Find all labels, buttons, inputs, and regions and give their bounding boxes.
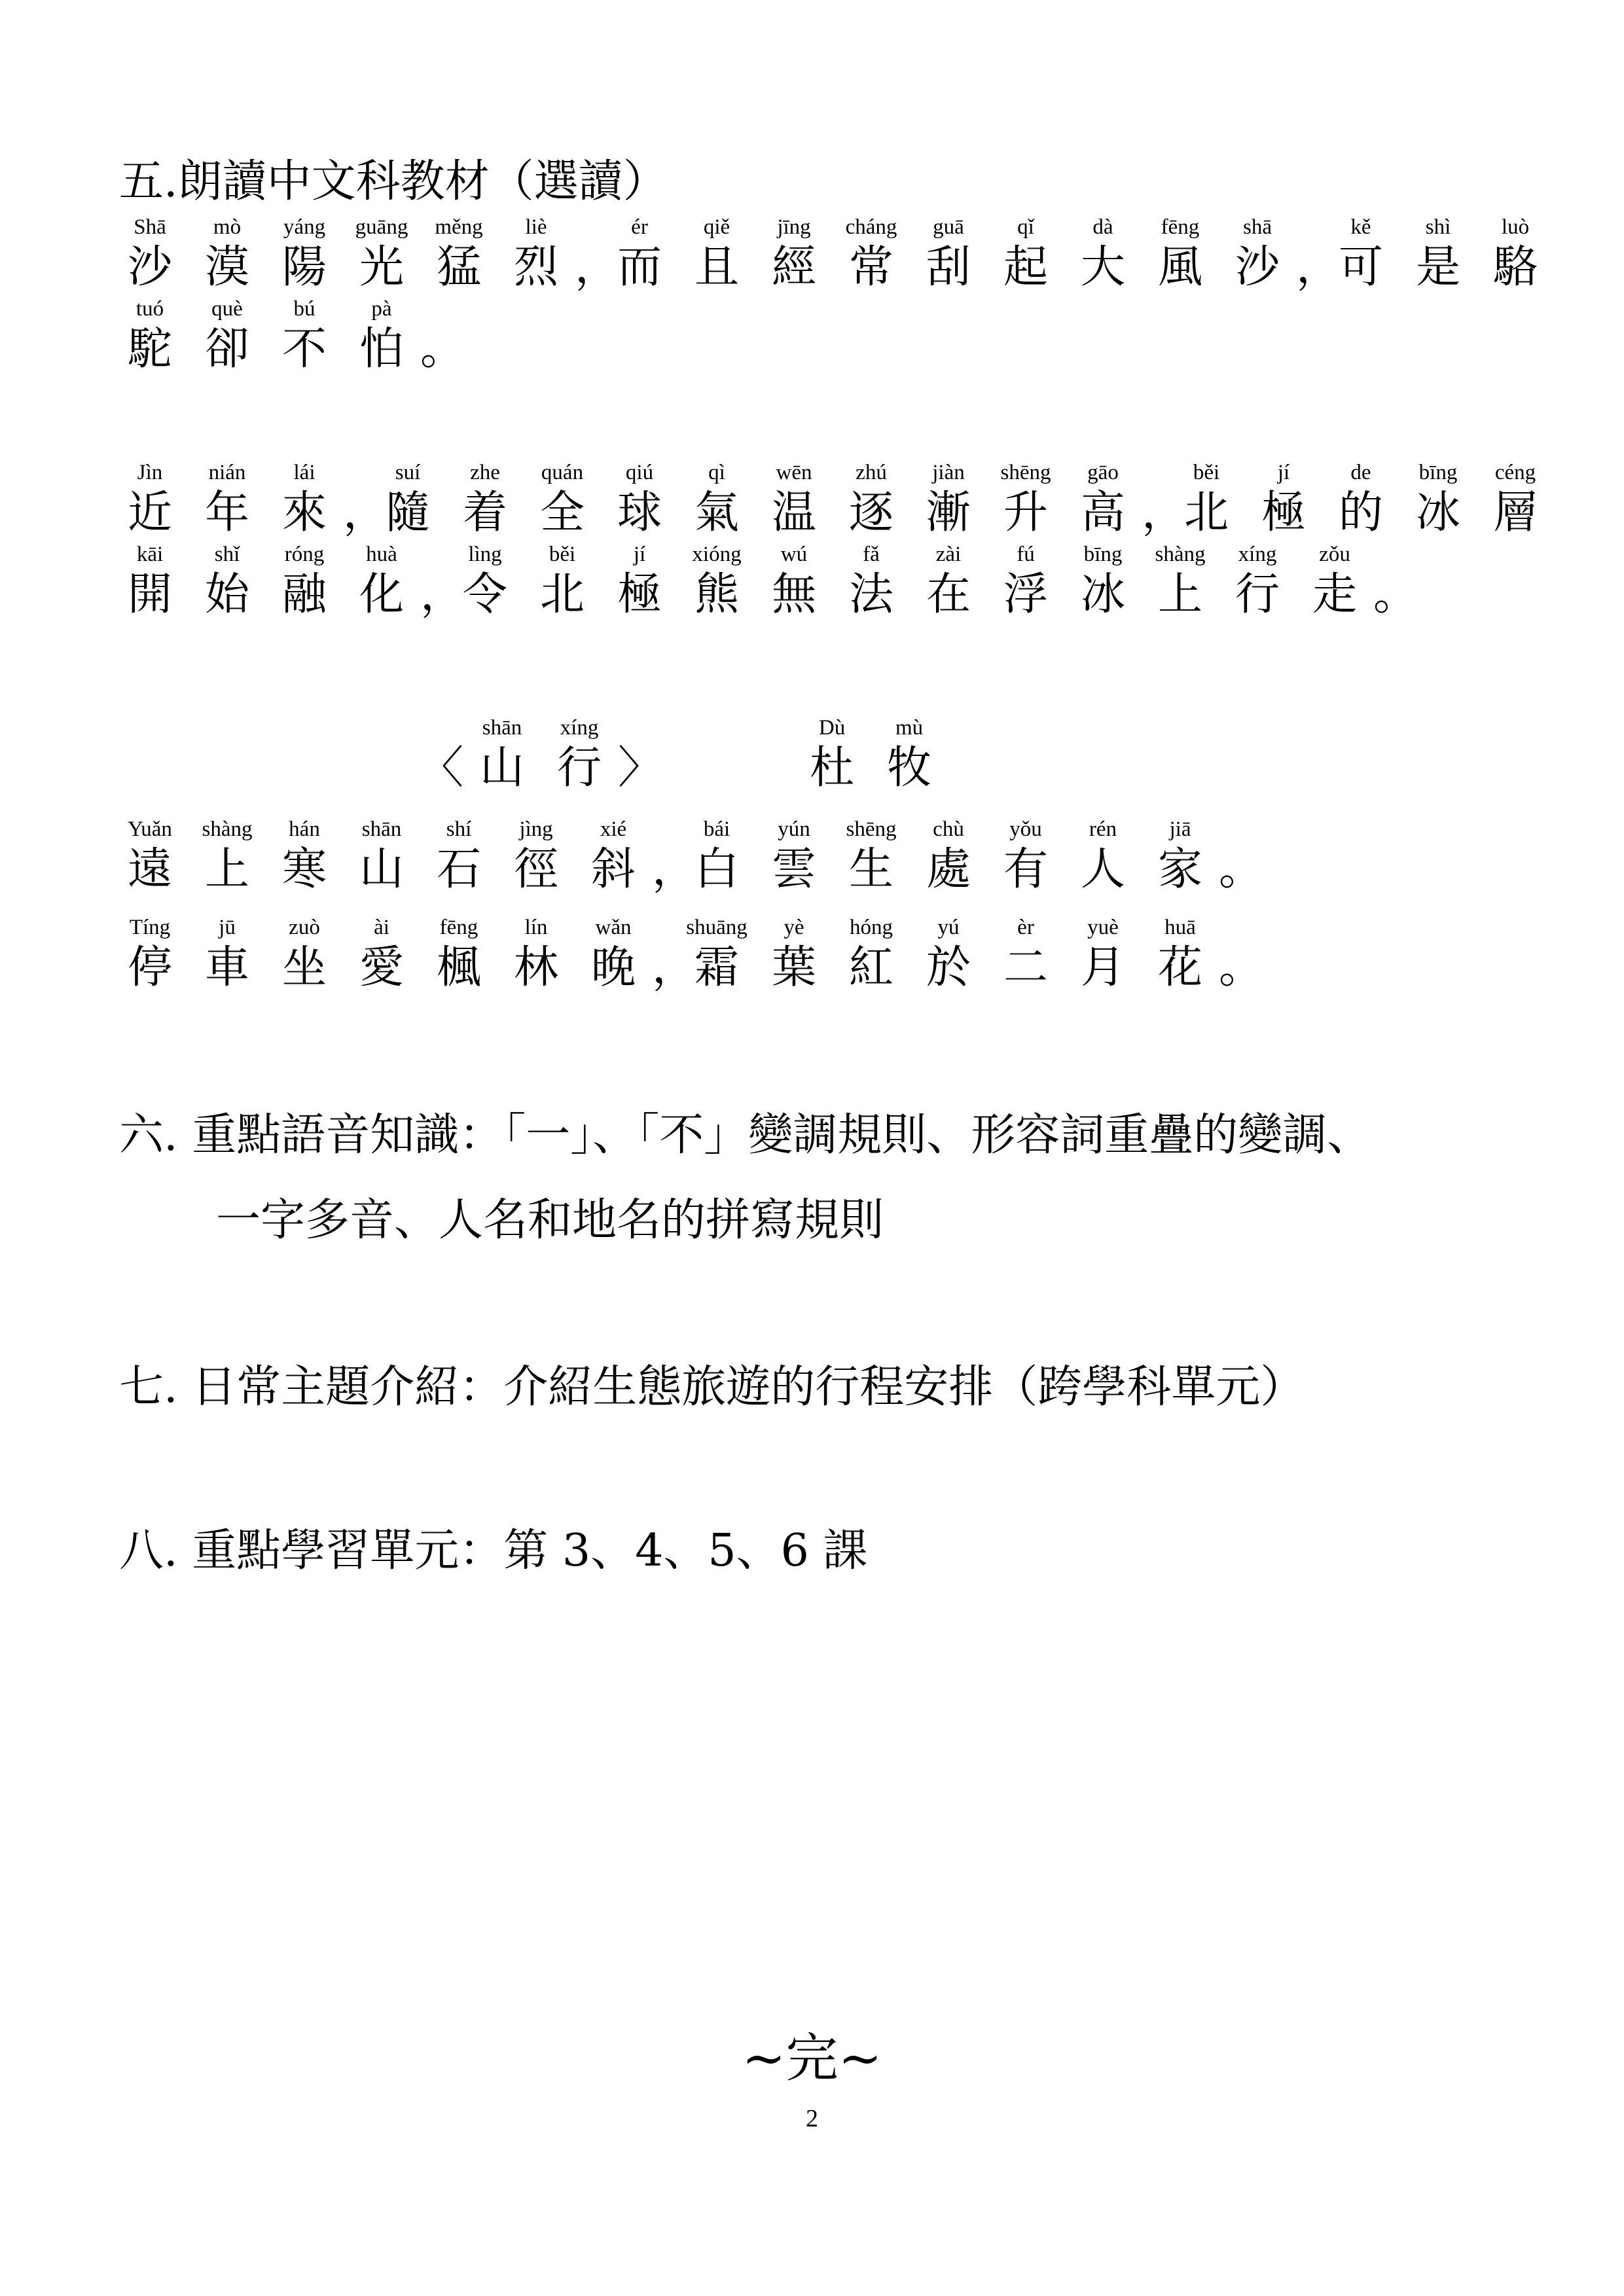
pinyin: shàng — [1155, 543, 1206, 566]
pinyin: běi — [549, 543, 576, 566]
hanzi: 氣 — [694, 487, 739, 539]
hanzi: 走 — [1312, 569, 1357, 620]
hanzi: 着 — [462, 487, 507, 539]
pinyin: shuāng — [686, 916, 748, 939]
ruby-char — [833, 213, 910, 294]
ruby-char — [266, 913, 343, 994]
pinyin: dà — [1092, 215, 1113, 239]
hanzi: 冰 — [1415, 487, 1460, 539]
hanzi: 可 — [1338, 242, 1383, 293]
pinyin: luò — [1501, 215, 1530, 239]
ruby-char — [189, 458, 266, 539]
ruby-char — [446, 458, 524, 539]
ruby-char — [524, 540, 601, 621]
pinyin: yuè — [1087, 916, 1119, 939]
pinyin: jí — [1277, 461, 1290, 484]
ruby-char — [1477, 458, 1554, 539]
hanzi: 陽 — [281, 242, 327, 293]
hanzi: 於 — [926, 942, 971, 994]
pinyin: xíng — [1238, 543, 1277, 566]
section6-line2: 一字多音、人名和地名的拼寫規則 — [216, 1194, 884, 1246]
comma-mark: ， — [1142, 487, 1187, 539]
hanzi: 烈 — [513, 242, 558, 293]
hanzi: 不 — [281, 323, 327, 375]
pinyin: shēng — [846, 817, 897, 841]
period-mark: 。 — [1219, 844, 1264, 895]
hanzi: 逐 — [848, 487, 893, 539]
pinyin: shēng — [1000, 461, 1051, 484]
hanzi: 沙 — [127, 242, 172, 293]
ruby-char — [420, 913, 497, 994]
comma-mark: ， — [652, 844, 697, 895]
hanzi: 常 — [848, 242, 893, 293]
ruby-char — [833, 540, 910, 621]
ruby-char — [833, 458, 910, 539]
pinyin: ài — [374, 916, 389, 939]
hanzi: 温 — [771, 487, 816, 539]
pinyin: yè — [784, 916, 804, 939]
pinyin: jū — [219, 916, 236, 939]
hanzi: 坐 — [281, 942, 327, 994]
pinyin: bái — [703, 817, 731, 841]
pinyin: jí — [633, 543, 646, 566]
period-mark: 。 — [1219, 942, 1264, 994]
ruby-char — [420, 213, 497, 294]
ruby-char — [1168, 458, 1245, 539]
hanzi: 猛 — [436, 242, 481, 293]
pinyin: tuó — [135, 297, 164, 321]
hanzi: 杜 — [810, 742, 855, 794]
pinyin: èr — [1017, 916, 1034, 939]
pinyin: bú — [293, 297, 316, 321]
pinyin: shān — [482, 716, 522, 740]
pinyin: shàng — [202, 817, 253, 841]
ruby-char — [910, 458, 987, 539]
hanzi: 雲 — [771, 844, 816, 895]
ruby-char — [987, 815, 1064, 896]
pinyin: rén — [1089, 817, 1117, 841]
hanzi: 上 — [204, 844, 249, 895]
pinyin: yáng — [283, 215, 326, 239]
ruby-char — [678, 815, 755, 896]
hanzi: 卻 — [204, 323, 249, 375]
pinyin: qì — [708, 461, 725, 484]
pinyin: jiā — [1169, 817, 1191, 841]
hanzi: 北 — [539, 569, 585, 620]
hanzi: 上 — [1157, 569, 1202, 620]
ruby-char — [987, 458, 1064, 539]
passage1-line2 — [111, 295, 466, 376]
hanzi: 遠 — [127, 844, 172, 895]
hanzi: 經 — [771, 242, 816, 293]
hanzi: 山 — [480, 742, 525, 794]
hanzi: 怕 — [359, 323, 404, 375]
poem-line1 — [111, 815, 1265, 896]
pinyin: jìng — [519, 817, 553, 841]
hanzi: 處 — [926, 844, 971, 895]
ruby-char — [1322, 213, 1399, 294]
ruby-char — [111, 540, 189, 621]
hanzi: 無 — [771, 569, 816, 620]
pinyin: yú — [937, 916, 960, 939]
ruby-char — [755, 815, 833, 896]
ruby-char — [266, 540, 343, 621]
hanzi: 有 — [1003, 844, 1048, 895]
pinyin: quán — [541, 461, 584, 484]
pinyin: guā — [933, 215, 964, 239]
ruby-char — [575, 913, 652, 994]
comma-mark: ， — [652, 942, 697, 994]
pinyin: xíng — [560, 716, 599, 740]
hanzi: 刮 — [926, 242, 971, 293]
ruby-char — [189, 213, 266, 294]
ruby-char — [833, 913, 910, 994]
hanzi: 高 — [1080, 487, 1125, 539]
ruby-char — [678, 913, 755, 994]
ruby-char — [497, 213, 575, 294]
hanzi: 升 — [1003, 487, 1048, 539]
ruby-char — [343, 295, 420, 376]
poem-author-char — [871, 713, 948, 795]
hanzi: 年 — [204, 487, 249, 539]
pinyin: běi — [1193, 461, 1220, 484]
ruby-char — [497, 913, 575, 994]
ruby-char — [1219, 213, 1296, 294]
ruby-char — [987, 540, 1064, 621]
ruby-char — [1064, 458, 1142, 539]
passage2-line2 — [111, 540, 1419, 621]
ruby-char — [111, 913, 189, 994]
ruby-char — [111, 815, 189, 896]
ruby-char — [111, 295, 189, 376]
passage2-line1 — [111, 458, 1554, 539]
ruby-char — [601, 458, 678, 539]
pinyin: qǐ — [1017, 215, 1034, 239]
ruby-char — [111, 213, 189, 294]
hanzi: 來 — [281, 487, 327, 539]
hanzi: 行 — [557, 742, 602, 794]
pinyin: róng — [284, 543, 325, 566]
section6-line1: 六. 重點語音知識：「一」、「不」變調規則、形容詞重疊的變調、 — [119, 1109, 1372, 1161]
pinyin: bīng — [1418, 461, 1458, 484]
pinyin: xié — [600, 817, 627, 841]
pinyin: shā — [1243, 215, 1272, 239]
ruby-char — [1142, 540, 1219, 621]
ruby-char — [755, 213, 833, 294]
ruby-char — [1064, 913, 1142, 994]
poem-title-line — [419, 713, 948, 795]
hanzi: 車 — [204, 942, 249, 994]
pinyin: fēng — [1161, 215, 1200, 239]
pinyin: shǐ — [214, 543, 240, 566]
hanzi: 花 — [1157, 942, 1202, 994]
pinyin: fú — [1017, 543, 1035, 566]
ruby-char — [1142, 213, 1219, 294]
hanzi: 葉 — [771, 942, 816, 994]
ruby-char — [111, 458, 189, 539]
pinyin: yún — [778, 817, 810, 841]
ruby-char — [266, 213, 343, 294]
hanzi: 融 — [281, 569, 327, 620]
poem-title-char — [463, 713, 541, 795]
ruby-char — [343, 815, 420, 896]
ruby-char — [601, 213, 678, 294]
ruby-char — [1399, 213, 1477, 294]
pinyin: kāi — [136, 543, 164, 566]
poem-line2 — [111, 913, 1265, 994]
pinyin: yǒu — [1009, 817, 1042, 841]
hanzi: 風 — [1157, 242, 1202, 293]
pinyin: jīng — [777, 215, 811, 239]
poem-author-char — [793, 713, 871, 795]
pinyin: wú — [780, 543, 808, 566]
pinyin: huā — [1164, 916, 1196, 939]
hanzi: 斜 — [590, 844, 636, 895]
pinyin: chù — [933, 817, 964, 841]
ruby-char — [1219, 540, 1296, 621]
pinyin: céng — [1494, 461, 1536, 484]
hanzi: 且 — [694, 242, 739, 293]
pinyin: nián — [208, 461, 246, 484]
ruby-char — [575, 815, 652, 896]
hanzi: 熊 — [694, 569, 739, 620]
hanzi: 漠 — [204, 242, 249, 293]
hanzi: 家 — [1157, 844, 1202, 895]
ruby-char — [1064, 815, 1142, 896]
pinyin: ér — [631, 215, 648, 239]
poem-title-char — [541, 713, 618, 795]
ruby-char — [1477, 213, 1554, 294]
hanzi: 紅 — [848, 942, 893, 994]
comma-mark: ， — [343, 487, 388, 539]
pinyin: Jìn — [137, 461, 163, 484]
hanzi: 白 — [694, 844, 739, 895]
ruby-char — [189, 815, 266, 896]
hanzi: 極 — [617, 569, 662, 620]
pinyin: lín — [524, 916, 548, 939]
pinyin: huà — [366, 543, 397, 566]
pinyin: wǎn — [595, 916, 632, 939]
ruby-char — [1064, 540, 1142, 621]
ruby-char — [601, 540, 678, 621]
pinyin: zhe — [470, 461, 500, 484]
pinyin: zǒu — [1319, 543, 1350, 566]
hanzi: 生 — [848, 844, 893, 895]
hanzi: 晚 — [590, 942, 636, 994]
pinyin: Tíng — [129, 916, 171, 939]
ruby-char — [910, 213, 987, 294]
ruby-char — [910, 913, 987, 994]
hanzi: 行 — [1235, 569, 1280, 620]
ruby-char — [189, 540, 266, 621]
ruby-char — [266, 295, 343, 376]
ruby-char — [910, 540, 987, 621]
hanzi: 而 — [617, 242, 662, 293]
pinyin: gāo — [1087, 461, 1119, 484]
pinyin: zài — [935, 543, 962, 566]
pinyin: shí — [446, 817, 472, 841]
pinyin: wēn — [776, 461, 812, 484]
pinyin: shān — [361, 817, 402, 841]
ruby-char — [1399, 458, 1477, 539]
hanzi: 極 — [1261, 487, 1306, 539]
comma-mark: ， — [420, 569, 465, 620]
hanzi: 近 — [127, 487, 172, 539]
hanzi: 令 — [462, 569, 507, 620]
pinyin: qiú — [625, 461, 654, 484]
pinyin: pà — [371, 297, 392, 321]
hanzi: 開 — [127, 569, 172, 620]
pinyin: fǎ — [863, 543, 880, 566]
page-number: 2 — [806, 2105, 818, 2132]
hanzi: 層 — [1492, 487, 1538, 539]
hanzi: 駝 — [127, 323, 172, 375]
pinyin: lìng — [468, 543, 502, 566]
ruby-char — [755, 458, 833, 539]
ruby-char — [266, 815, 343, 896]
ruby-char — [446, 540, 524, 621]
ruby-char — [1296, 540, 1373, 621]
ruby-char — [497, 815, 575, 896]
ruby-char — [266, 458, 343, 539]
ruby-char — [1142, 913, 1219, 994]
ruby-char — [189, 913, 266, 994]
close-bracket: 〉 — [618, 742, 663, 794]
hanzi: 停 — [127, 942, 172, 994]
period-mark: 。 — [1373, 569, 1418, 620]
ruby-char — [420, 815, 497, 896]
ruby-char — [910, 815, 987, 896]
ruby-char — [678, 540, 755, 621]
section8-text: 八. 重點學習單元：第 3、4、5、6 課 — [119, 1525, 868, 1577]
hanzi: 的 — [1338, 487, 1383, 539]
hanzi: 始 — [204, 569, 249, 620]
hanzi: 林 — [513, 942, 558, 994]
ruby-char — [1142, 815, 1219, 896]
pinyin: kě — [1350, 215, 1371, 239]
pinyin: měng — [435, 215, 483, 239]
pinyin: cháng — [845, 215, 897, 239]
hanzi: 化 — [359, 569, 404, 620]
hanzi: 是 — [1415, 242, 1460, 293]
pinyin: Shā — [134, 215, 166, 239]
hanzi: 霜 — [694, 942, 739, 994]
pinyin: qiě — [703, 215, 731, 239]
open-bracket: 〈 — [419, 742, 464, 794]
hanzi: 法 — [848, 569, 893, 620]
ruby-char — [1322, 458, 1399, 539]
hanzi: 石 — [436, 844, 481, 895]
ruby-char — [987, 213, 1064, 294]
pinyin: suí — [395, 461, 421, 484]
hanzi: 漸 — [926, 487, 971, 539]
section5-heading: 五.朗讀中文科教材（選讀） — [119, 156, 668, 207]
ruby-char — [678, 213, 755, 294]
period-mark: 。 — [420, 323, 465, 375]
end-mark: ~完~ — [742, 2028, 882, 2089]
hanzi: 光 — [359, 242, 404, 293]
pinyin: guāng — [355, 215, 408, 239]
comma-mark: ， — [1296, 242, 1341, 293]
ruby-char — [755, 913, 833, 994]
hanzi: 愛 — [359, 942, 404, 994]
pinyin: zuò — [289, 916, 320, 939]
pinyin: de — [1350, 461, 1371, 484]
pinyin: xióng — [692, 543, 742, 566]
pinyin: Dù — [818, 716, 846, 740]
pinyin: zhú — [856, 461, 887, 484]
hanzi: 在 — [926, 569, 971, 620]
section7-text: 七. 日常主題介紹：介紹生態旅遊的行程安排（跨學科單元） — [119, 1361, 1305, 1413]
hanzi: 牧 — [887, 742, 932, 794]
hanzi: 寒 — [281, 844, 327, 895]
hanzi: 全 — [539, 487, 585, 539]
ruby-char — [833, 815, 910, 896]
pinyin: liè — [525, 215, 547, 239]
ruby-char — [1064, 213, 1142, 294]
hanzi: 徑 — [513, 844, 558, 895]
ruby-char — [987, 913, 1064, 994]
ruby-char — [189, 295, 266, 376]
hanzi: 北 — [1183, 487, 1229, 539]
pinyin: mò — [213, 215, 242, 239]
ruby-char — [343, 213, 420, 294]
ruby-char — [343, 540, 420, 621]
pinyin: Yuǎn — [128, 817, 172, 841]
pinyin: mù — [895, 716, 924, 740]
pinyin: shì — [1425, 215, 1451, 239]
hanzi: 駱 — [1492, 242, 1538, 293]
pinyin: què — [211, 297, 243, 321]
pinyin: hán — [289, 817, 320, 841]
hanzi: 楓 — [436, 942, 481, 994]
hanzi: 人 — [1080, 844, 1125, 895]
pinyin: hóng — [850, 916, 893, 939]
hanzi: 冰 — [1080, 569, 1125, 620]
ruby-char — [524, 458, 601, 539]
passage1-line1 — [111, 213, 1554, 294]
hanzi: 球 — [617, 487, 662, 539]
hanzi: 沙 — [1235, 242, 1280, 293]
ruby-char — [369, 458, 446, 539]
ruby-char — [678, 458, 755, 539]
pinyin: fēng — [439, 916, 478, 939]
hanzi: 月 — [1080, 942, 1125, 994]
comma-mark: ， — [575, 242, 620, 293]
pinyin: lái — [293, 461, 316, 484]
pinyin: jiàn — [932, 461, 965, 484]
ruby-char — [1245, 458, 1322, 539]
hanzi: 山 — [359, 844, 404, 895]
hanzi: 二 — [1003, 942, 1048, 994]
hanzi: 起 — [1003, 242, 1048, 293]
pinyin: bīng — [1083, 543, 1123, 566]
ruby-char — [755, 540, 833, 621]
hanzi: 隨 — [385, 487, 430, 539]
ruby-char — [343, 913, 420, 994]
hanzi: 大 — [1080, 242, 1125, 293]
hanzi: 浮 — [1003, 569, 1048, 620]
